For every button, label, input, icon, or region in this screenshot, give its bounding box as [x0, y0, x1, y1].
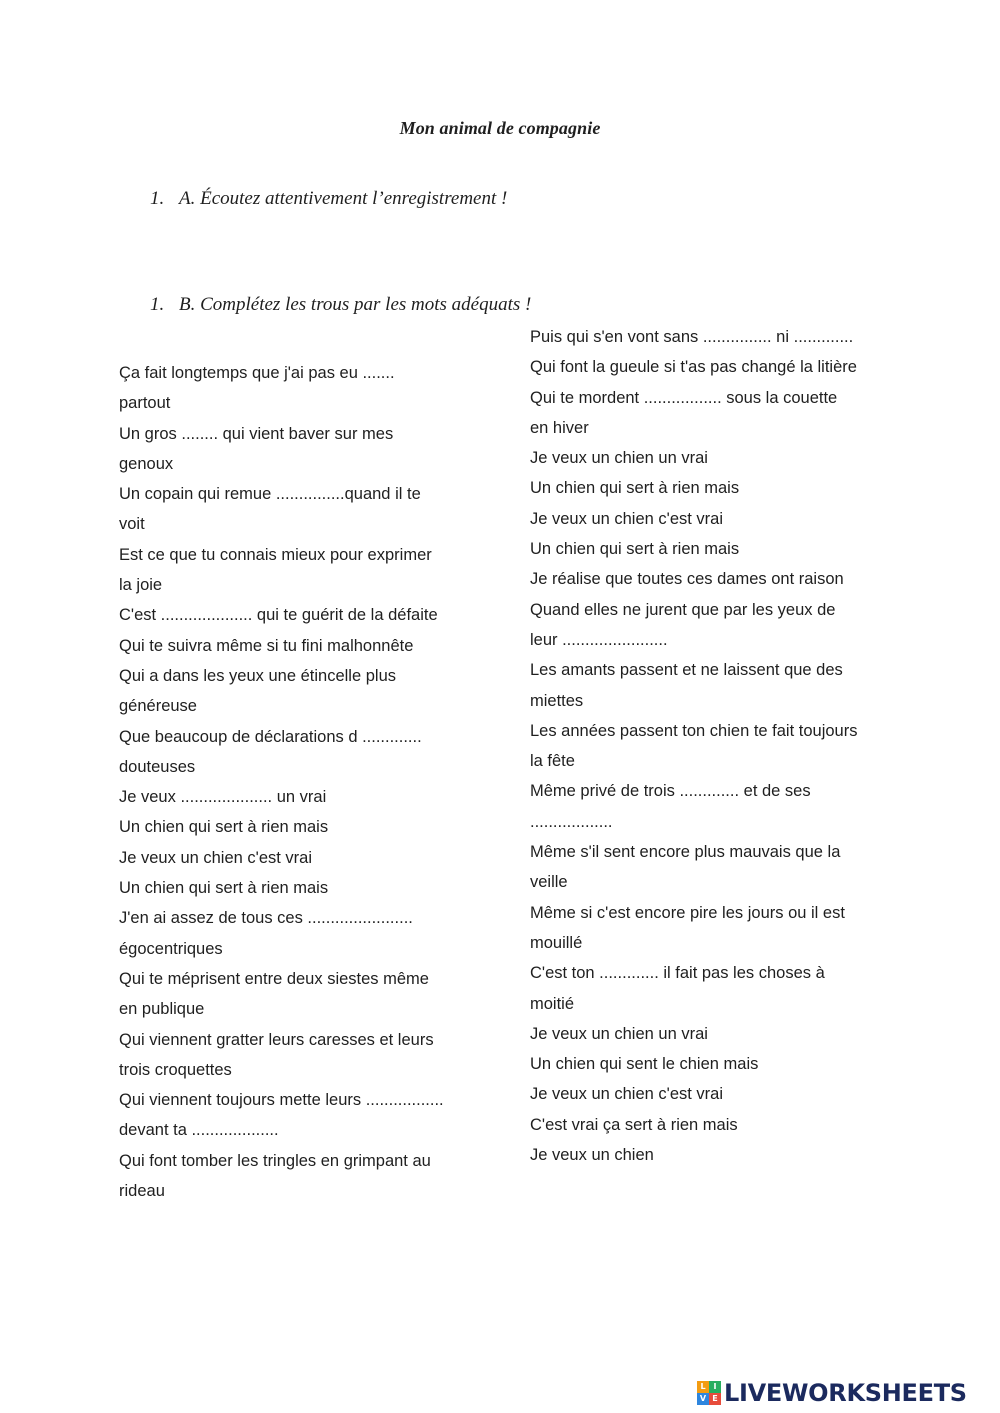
- instruction-text: A. Écoutez attentivement l’enregistrement !: [179, 188, 508, 209]
- lyric-line: Je veux un chien c'est vrai: [530, 1085, 723, 1104]
- lyric-line: Qui te méprisent entre deux siestes même: [119, 969, 429, 988]
- instruction-text: B. Complétez les trous par les mots adéquats !: [179, 294, 532, 315]
- lyric-line: Je veux .................... un vrai: [119, 788, 327, 807]
- instruction-listen: [150, 188, 507, 210]
- lyric-line: Les amants passent et ne laissent que des: [530, 661, 843, 680]
- lyric-line: Je réalise que toutes ces dames ont raison: [530, 570, 844, 589]
- liveworksheets-logo: [697, 1377, 967, 1409]
- lyric-line: Qui viennent toujours mette leurs .................: [119, 1091, 444, 1110]
- lyrics-right-column: [530, 322, 890, 1170]
- liveworksheets-logo-icon: L I V E: [697, 1381, 721, 1405]
- lyric-line: Ça fait longtemps que j'ai pas eu .......: [119, 364, 395, 382]
- lyric-line: miettes: [530, 691, 584, 710]
- lyric-line: Quand elles ne jurent que par les yeux de: [530, 600, 836, 619]
- instruction-complete: [150, 294, 531, 316]
- lyric-line: Un copain qui remue ...............quand il te: [119, 485, 421, 504]
- lyric-line: Qui te mordent ................. sous la couette: [530, 388, 838, 407]
- lyric-line: Je veux un chien: [530, 1146, 654, 1165]
- lyric-line: C'est .................... qui te guérit de la défaite: [119, 606, 438, 625]
- lyric-line: la joie: [119, 576, 163, 595]
- lyric-line: partout: [119, 394, 171, 413]
- lyric-line: Est ce que tu connais mieux pour exprimer: [119, 545, 432, 564]
- lyric-line: Un chien qui sert à rien mais: [119, 879, 329, 898]
- page-title: Mon animal de compagnie: [399, 118, 601, 138]
- lyric-line: veille: [530, 873, 568, 892]
- lyric-line: C'est vrai ça sert à rien mais: [530, 1115, 738, 1134]
- lyric-line: Qui font la gueule si t'as pas changé la litière: [530, 358, 857, 377]
- lyric-line: genoux: [119, 454, 174, 473]
- lyric-line: trois croquettes: [119, 1060, 232, 1079]
- lyric-line: généreuse: [119, 697, 197, 716]
- lyric-line: Je veux un chien un vrai: [530, 449, 708, 468]
- lyrics-left-column: [119, 358, 479, 1206]
- lyric-line: Un chien qui sert à rien mais: [119, 818, 329, 837]
- logo-text: LIVEWORKSHEETS: [724, 1379, 967, 1407]
- lyric-line: Un gros ........ qui vient baver sur mes: [119, 424, 394, 443]
- lyric-line: la fête: [530, 752, 575, 771]
- lyric-line: Que beaucoup de déclarations d .............: [119, 727, 422, 746]
- lyric-line: J'en ai assez de tous ces .......................: [119, 909, 413, 928]
- lyric-line: égocentriques: [119, 939, 223, 958]
- lyric-line: Même s'il sent encore plus mauvais que la: [530, 843, 841, 862]
- lyric-line: rideau: [119, 1182, 165, 1201]
- lyric-line: C'est ton ............. il fait pas les choses à: [530, 964, 825, 983]
- lyric-line: Qui viennent gratter leurs caresses et leurs: [119, 1030, 434, 1049]
- lyric-line: Je veux un chien c'est vrai: [119, 848, 312, 867]
- instruction-number: 1.: [150, 188, 165, 209]
- lyric-line: Même privé de trois ............. et de ses: [530, 782, 811, 801]
- lyric-line: Les années passent ton chien te fait toujours: [530, 721, 858, 740]
- lyric-line: en publique: [119, 1000, 205, 1019]
- lyric-line: Qui font tomber les tringles en grimpant au: [119, 1151, 431, 1170]
- lyric-line: Je veux un chien c'est vrai: [530, 509, 723, 528]
- lyric-line: Qui a dans les yeux une étincelle plus: [119, 666, 397, 685]
- lyric-line: Un chien qui sent le chien mais: [530, 1055, 759, 1074]
- lyric-line: Puis qui s'en vont sans ............... ni .............: [530, 328, 854, 346]
- lyric-line: devant ta ...................: [119, 1121, 279, 1140]
- lyric-line: voit: [119, 515, 145, 534]
- lyric-line: en hiver: [530, 418, 589, 437]
- lyric-line: Un chien qui sert à rien mais: [530, 479, 740, 498]
- lyric-line: Je veux un chien un vrai: [530, 1024, 708, 1043]
- lyric-line: leur .......................: [530, 630, 668, 649]
- lyric-line: Un chien qui sert à rien mais: [530, 540, 740, 559]
- lyric-line: moitié: [530, 994, 575, 1013]
- lyric-line: mouillé: [530, 933, 583, 952]
- instruction-number: 1.: [150, 294, 165, 315]
- lyric-line: ..................: [530, 812, 613, 831]
- lyric-line: douteuses: [119, 757, 196, 776]
- lyric-line: Même si c'est encore pire les jours ou il est: [530, 903, 845, 922]
- lyric-line: Qui te suivra même si tu fini malhonnête: [119, 636, 414, 655]
